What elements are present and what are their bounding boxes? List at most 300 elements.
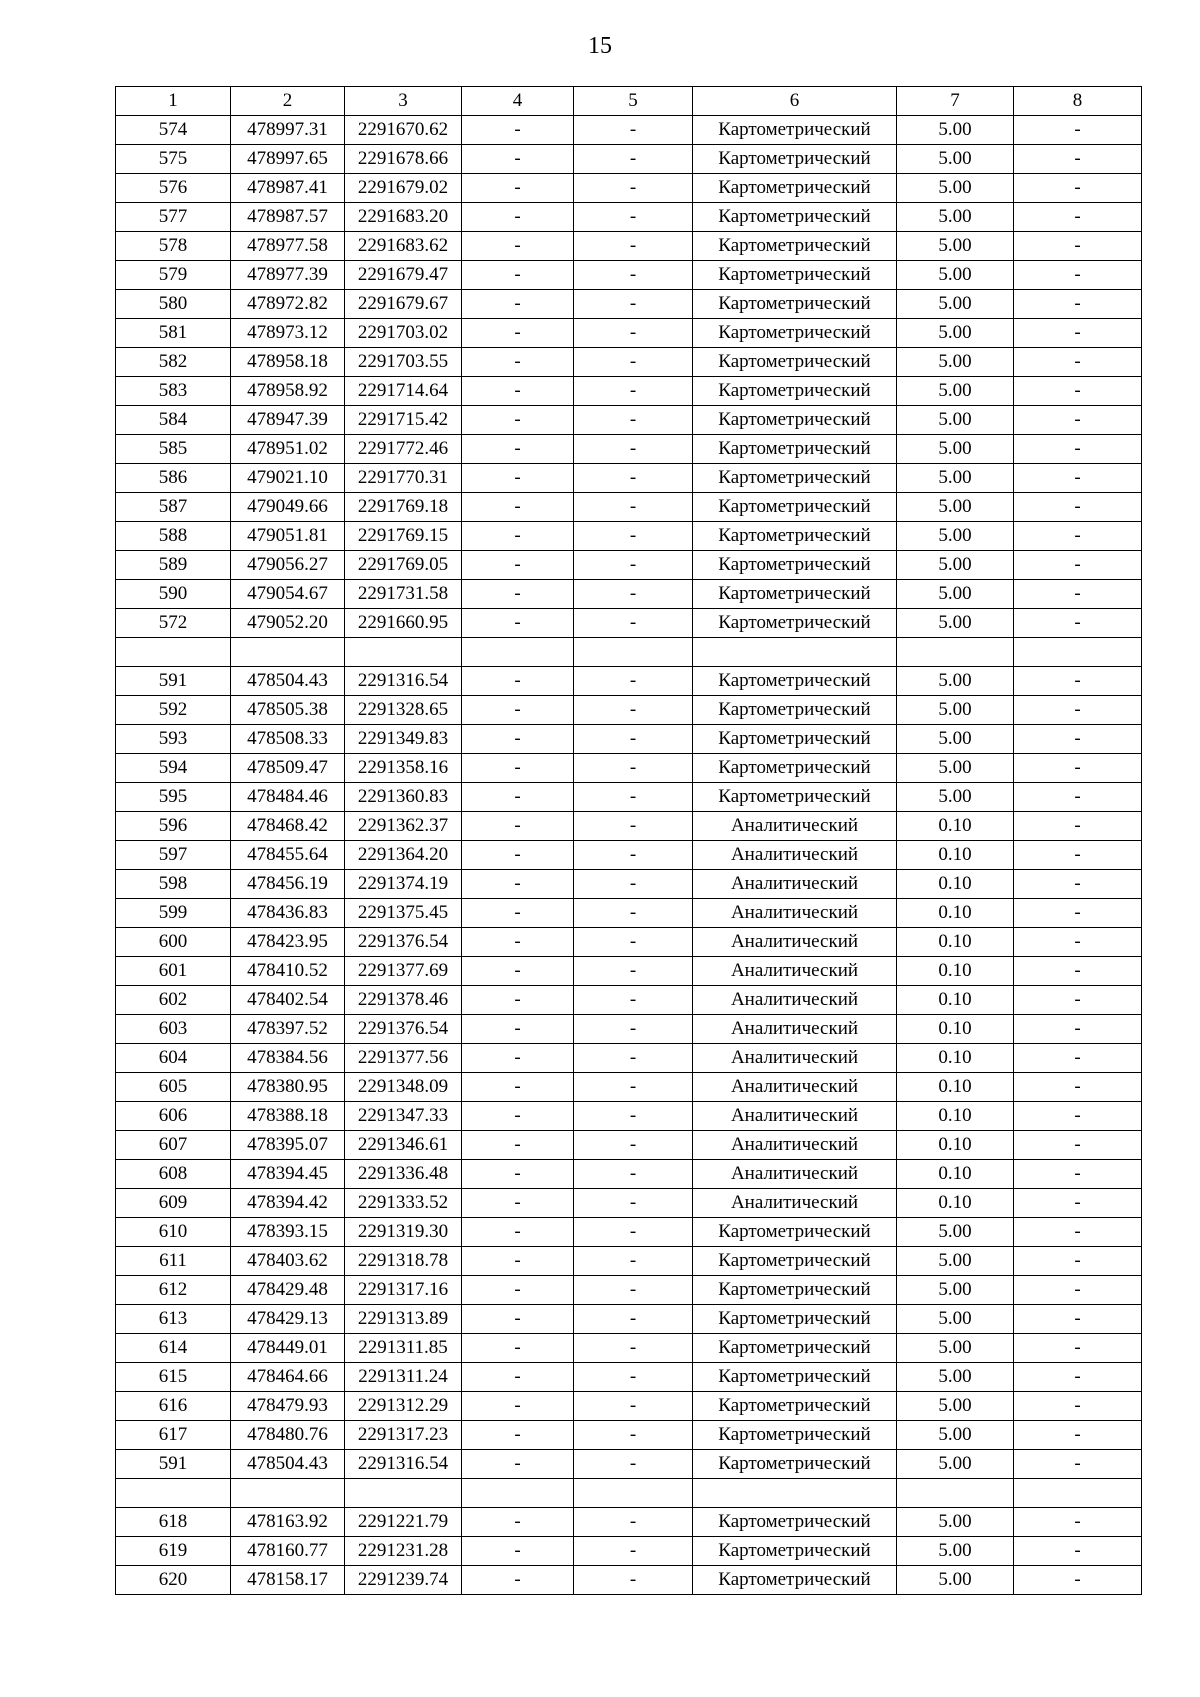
table-cell: Аналитический xyxy=(693,1102,897,1131)
table-cell: - xyxy=(462,1276,574,1305)
table-row xyxy=(116,899,1142,928)
table-cell: - xyxy=(462,319,574,348)
table-cell: 5.00 xyxy=(897,551,1014,580)
table-cell: Аналитический xyxy=(693,899,897,928)
table-row xyxy=(116,1247,1142,1276)
table-cell: - xyxy=(1014,1218,1142,1247)
table-cell: - xyxy=(574,1363,693,1392)
table-cell: - xyxy=(574,522,693,551)
table-cell: 0.10 xyxy=(897,986,1014,1015)
table-cell: 478160.77 xyxy=(231,1537,345,1566)
table-cell: - xyxy=(1014,754,1142,783)
table-cell: 5.00 xyxy=(897,319,1014,348)
table-cell: - xyxy=(462,1160,574,1189)
table-cell: 0.10 xyxy=(897,1044,1014,1073)
table-cell: - xyxy=(574,493,693,522)
table-cell: 478456.19 xyxy=(231,870,345,899)
table-cell: - xyxy=(1014,1508,1142,1537)
table-cell: 588 xyxy=(116,522,231,551)
column-header: 8 xyxy=(1014,87,1142,116)
table-cell: 586 xyxy=(116,464,231,493)
table-cell: - xyxy=(462,435,574,464)
table-cell: 577 xyxy=(116,203,231,232)
table-cell: - xyxy=(1014,1044,1142,1073)
table-row xyxy=(116,261,1142,290)
table-row xyxy=(116,1450,1142,1479)
table-cell: - xyxy=(1014,928,1142,957)
table-cell: - xyxy=(1014,1566,1142,1595)
table-cell: 479052.20 xyxy=(231,609,345,638)
table-cell: Аналитический xyxy=(693,870,897,899)
table-cell: 2291670.62 xyxy=(345,116,462,145)
table-cell: - xyxy=(1014,1450,1142,1479)
table-row xyxy=(116,1218,1142,1247)
table-cell: - xyxy=(462,1102,574,1131)
table-cell: - xyxy=(462,928,574,957)
table-cell: - xyxy=(574,551,693,580)
table-cell: - xyxy=(574,783,693,812)
table-cell: - xyxy=(1014,1073,1142,1102)
table-cell: - xyxy=(574,899,693,928)
table-cell: Картометрический xyxy=(693,580,897,609)
table-cell: Картометрический xyxy=(693,1450,897,1479)
table-cell: 578 xyxy=(116,232,231,261)
table-cell: 2291328.65 xyxy=(345,696,462,725)
table-cell: - xyxy=(574,1102,693,1131)
table-cell: 478504.43 xyxy=(231,1450,345,1479)
table-cell: 5.00 xyxy=(897,725,1014,754)
coordinates-table xyxy=(115,86,1142,1595)
table-cell: Картометрический xyxy=(693,435,897,464)
table-cell: Картометрический xyxy=(693,551,897,580)
table-cell: Картометрический xyxy=(693,1363,897,1392)
table-cell: - xyxy=(1014,174,1142,203)
table-cell: 0.10 xyxy=(897,1160,1014,1189)
table-cell: 5.00 xyxy=(897,1218,1014,1247)
table-cell: - xyxy=(462,1392,574,1421)
table-row xyxy=(116,1537,1142,1566)
table-cell: - xyxy=(462,1305,574,1334)
table-cell: - xyxy=(574,435,693,464)
table-cell: 2291346.61 xyxy=(345,1131,462,1160)
table-cell: - xyxy=(574,1450,693,1479)
table-cell: Аналитический xyxy=(693,841,897,870)
table-cell: 478977.58 xyxy=(231,232,345,261)
table-cell: - xyxy=(1014,290,1142,319)
table-cell xyxy=(231,1479,345,1508)
table-cell: - xyxy=(1014,696,1142,725)
table-cell: 609 xyxy=(116,1189,231,1218)
table-cell: 608 xyxy=(116,1160,231,1189)
table-cell: 478436.83 xyxy=(231,899,345,928)
table-cell: 620 xyxy=(116,1566,231,1595)
table-cell: - xyxy=(574,1421,693,1450)
table-cell: 478380.95 xyxy=(231,1073,345,1102)
table-cell xyxy=(116,638,231,667)
table-cell: - xyxy=(1014,1102,1142,1131)
table-cell: 0.10 xyxy=(897,1102,1014,1131)
table-cell: 0.10 xyxy=(897,1189,1014,1218)
table-cell: - xyxy=(574,1537,693,1566)
table-cell: - xyxy=(1014,203,1142,232)
table-cell: - xyxy=(574,1566,693,1595)
table-cell: - xyxy=(574,116,693,145)
table-cell: 478449.01 xyxy=(231,1334,345,1363)
table-cell: Картометрический xyxy=(693,609,897,638)
table-cell: 479021.10 xyxy=(231,464,345,493)
table-cell: Картометрический xyxy=(693,1218,897,1247)
table-cell: - xyxy=(462,667,574,696)
table-cell: - xyxy=(574,1276,693,1305)
table-cell: - xyxy=(462,1218,574,1247)
table-cell: 583 xyxy=(116,377,231,406)
table-cell: 2291333.52 xyxy=(345,1189,462,1218)
table-cell: Картометрический xyxy=(693,754,897,783)
table-cell: 5.00 xyxy=(897,145,1014,174)
table-cell: 2291360.83 xyxy=(345,783,462,812)
table-row xyxy=(116,870,1142,899)
table-cell: 591 xyxy=(116,1450,231,1479)
table-cell: - xyxy=(574,580,693,609)
table-row xyxy=(116,1160,1142,1189)
table-cell: 478480.76 xyxy=(231,1421,345,1450)
table-cell: - xyxy=(462,261,574,290)
table-cell: 478504.43 xyxy=(231,667,345,696)
table-cell: Аналитический xyxy=(693,1189,897,1218)
table-cell: - xyxy=(462,1566,574,1595)
table-row xyxy=(116,1189,1142,1218)
table-cell: 478429.48 xyxy=(231,1276,345,1305)
table-cell: 0.10 xyxy=(897,928,1014,957)
table-cell: 5.00 xyxy=(897,522,1014,551)
table-row xyxy=(116,493,1142,522)
table-cell: - xyxy=(574,1334,693,1363)
table-cell: - xyxy=(1014,1160,1142,1189)
table-cell: 478509.47 xyxy=(231,754,345,783)
table-cell: 5.00 xyxy=(897,1334,1014,1363)
column-header: 4 xyxy=(462,87,574,116)
table-cell: 5.00 xyxy=(897,261,1014,290)
table-cell: 0.10 xyxy=(897,957,1014,986)
table-cell: 2291679.02 xyxy=(345,174,462,203)
table-row xyxy=(116,1131,1142,1160)
table-cell: - xyxy=(574,174,693,203)
table-cell: 580 xyxy=(116,290,231,319)
table-cell: Картометрический xyxy=(693,232,897,261)
table-row xyxy=(116,406,1142,435)
table-cell: 478972.82 xyxy=(231,290,345,319)
table-row xyxy=(116,841,1142,870)
table-row xyxy=(116,783,1142,812)
table-cell: - xyxy=(1014,1421,1142,1450)
table-row xyxy=(116,928,1142,957)
column-header: 5 xyxy=(574,87,693,116)
table-row xyxy=(116,957,1142,986)
table-cell: - xyxy=(574,1073,693,1102)
table-cell: Аналитический xyxy=(693,1073,897,1102)
table-cell: - xyxy=(462,1537,574,1566)
table-cell: 5.00 xyxy=(897,1566,1014,1595)
table-cell: 2291348.09 xyxy=(345,1073,462,1102)
table-cell: Картометрический xyxy=(693,290,897,319)
table-cell: - xyxy=(462,116,574,145)
table-cell: Картометрический xyxy=(693,522,897,551)
table-cell: - xyxy=(462,1450,574,1479)
table-cell: 2291374.19 xyxy=(345,870,462,899)
table-cell: 478402.54 xyxy=(231,986,345,1015)
table-row xyxy=(116,522,1142,551)
table-cell xyxy=(693,638,897,667)
table-cell: 5.00 xyxy=(897,667,1014,696)
table-cell: 2291769.18 xyxy=(345,493,462,522)
table-row xyxy=(116,1566,1142,1595)
table-cell: 0.10 xyxy=(897,1131,1014,1160)
table-cell: 572 xyxy=(116,609,231,638)
table-cell xyxy=(1014,638,1142,667)
table-cell: - xyxy=(574,1392,693,1421)
table-cell: 478951.02 xyxy=(231,435,345,464)
table-cell: - xyxy=(574,1305,693,1334)
table-cell: 610 xyxy=(116,1218,231,1247)
table-cell: - xyxy=(574,609,693,638)
table-cell: Картометрический xyxy=(693,174,897,203)
table-cell: 2291221.79 xyxy=(345,1508,462,1537)
table-cell: - xyxy=(462,232,574,261)
table-cell: 2291336.48 xyxy=(345,1160,462,1189)
table-cell: 2291376.54 xyxy=(345,1015,462,1044)
table-separator-row xyxy=(116,1479,1142,1508)
table-cell: 5.00 xyxy=(897,1421,1014,1450)
table-cell: 606 xyxy=(116,1102,231,1131)
table-cell: 2291377.69 xyxy=(345,957,462,986)
table-cell: 478395.07 xyxy=(231,1131,345,1160)
table-cell: 2291770.31 xyxy=(345,464,462,493)
table-cell: Аналитический xyxy=(693,1160,897,1189)
table-cell: - xyxy=(1014,1363,1142,1392)
table-cell: Аналитический xyxy=(693,986,897,1015)
table-cell: 2291358.16 xyxy=(345,754,462,783)
table-cell: Картометрический xyxy=(693,1421,897,1450)
table-cell: - xyxy=(574,1131,693,1160)
table-cell: - xyxy=(1014,232,1142,261)
table-cell: - xyxy=(574,261,693,290)
table-cell: - xyxy=(574,1044,693,1073)
table-row xyxy=(116,348,1142,377)
table-row xyxy=(116,377,1142,406)
table-cell: 596 xyxy=(116,812,231,841)
table-cell: - xyxy=(462,551,574,580)
table-cell xyxy=(897,638,1014,667)
table-row xyxy=(116,1508,1142,1537)
table-row xyxy=(116,1073,1142,1102)
table-row xyxy=(116,232,1142,261)
table-cell: Картометрический xyxy=(693,1247,897,1276)
table-cell: - xyxy=(462,1044,574,1073)
table-cell: 2291769.05 xyxy=(345,551,462,580)
table-cell: 478505.38 xyxy=(231,696,345,725)
table-row xyxy=(116,609,1142,638)
table-cell: 2291703.02 xyxy=(345,319,462,348)
table-cell xyxy=(897,1479,1014,1508)
table-row xyxy=(116,203,1142,232)
table-cell: 478388.18 xyxy=(231,1102,345,1131)
table-cell: Картометрический xyxy=(693,1276,897,1305)
table-cell: - xyxy=(574,319,693,348)
table-cell: 2291731.58 xyxy=(345,580,462,609)
table-cell: Картометрический xyxy=(693,116,897,145)
table-row xyxy=(116,464,1142,493)
table-cell: - xyxy=(462,174,574,203)
table-row xyxy=(116,1305,1142,1334)
table-cell: 5.00 xyxy=(897,1508,1014,1537)
table-separator-row xyxy=(116,638,1142,667)
table-cell: 5.00 xyxy=(897,406,1014,435)
table-header-row xyxy=(116,87,1142,116)
table-cell: - xyxy=(574,957,693,986)
table-row xyxy=(116,116,1142,145)
table-cell: Картометрический xyxy=(693,1334,897,1363)
table-cell: - xyxy=(574,841,693,870)
table-cell: - xyxy=(574,928,693,957)
table-cell: - xyxy=(1014,551,1142,580)
table-cell: - xyxy=(462,493,574,522)
table-cell: 5.00 xyxy=(897,203,1014,232)
table-cell: - xyxy=(462,1247,574,1276)
table-cell xyxy=(462,1479,574,1508)
table-row xyxy=(116,174,1142,203)
table-cell: - xyxy=(574,725,693,754)
table-cell: - xyxy=(574,812,693,841)
table-cell: 616 xyxy=(116,1392,231,1421)
table-cell: 2291316.54 xyxy=(345,667,462,696)
table-cell: 584 xyxy=(116,406,231,435)
table-row xyxy=(116,551,1142,580)
table-cell: 478997.31 xyxy=(231,116,345,145)
table-cell: 582 xyxy=(116,348,231,377)
table-cell: Картометрический xyxy=(693,261,897,290)
table-cell: - xyxy=(1014,609,1142,638)
table-cell: 5.00 xyxy=(897,464,1014,493)
table-cell: 594 xyxy=(116,754,231,783)
table-cell: 0.10 xyxy=(897,899,1014,928)
table-cell: 478429.13 xyxy=(231,1305,345,1334)
table-row xyxy=(116,1421,1142,1450)
table-cell: 5.00 xyxy=(897,1450,1014,1479)
table-cell: 5.00 xyxy=(897,754,1014,783)
table-cell: - xyxy=(1014,406,1142,435)
table-cell: 579 xyxy=(116,261,231,290)
table-cell: - xyxy=(462,725,574,754)
table-cell: 575 xyxy=(116,145,231,174)
table-cell: 0.10 xyxy=(897,841,1014,870)
table-cell: 478393.15 xyxy=(231,1218,345,1247)
table-cell: 5.00 xyxy=(897,174,1014,203)
table-cell: 613 xyxy=(116,1305,231,1334)
table-cell: 478997.65 xyxy=(231,145,345,174)
table-cell: - xyxy=(462,1015,574,1044)
table-cell: 598 xyxy=(116,870,231,899)
table-cell: 478423.95 xyxy=(231,928,345,957)
table-cell: - xyxy=(574,1218,693,1247)
table-cell: 478958.18 xyxy=(231,348,345,377)
table-cell: - xyxy=(462,1131,574,1160)
table-cell: 478394.45 xyxy=(231,1160,345,1189)
column-header: 2 xyxy=(231,87,345,116)
table-cell: 5.00 xyxy=(897,696,1014,725)
table-cell: - xyxy=(1014,145,1142,174)
table-cell: 2291683.20 xyxy=(345,203,462,232)
table-cell: 0.10 xyxy=(897,1015,1014,1044)
table-cell: 618 xyxy=(116,1508,231,1537)
table-cell: 478947.39 xyxy=(231,406,345,435)
table-cell: 587 xyxy=(116,493,231,522)
table-cell: 5.00 xyxy=(897,435,1014,464)
table-cell: Аналитический xyxy=(693,957,897,986)
table-cell: Аналитический xyxy=(693,928,897,957)
table-cell: - xyxy=(462,957,574,986)
table-row xyxy=(116,1363,1142,1392)
table-cell: - xyxy=(1014,841,1142,870)
table-cell: - xyxy=(1014,1015,1142,1044)
table-cell: 600 xyxy=(116,928,231,957)
table-cell: 2291703.55 xyxy=(345,348,462,377)
table-cell: - xyxy=(462,812,574,841)
table-cell: 576 xyxy=(116,174,231,203)
table-cell: - xyxy=(1014,870,1142,899)
table-cell: 5.00 xyxy=(897,783,1014,812)
table-cell: 2291715.42 xyxy=(345,406,462,435)
table-cell: 574 xyxy=(116,116,231,145)
table-cell: 478987.41 xyxy=(231,174,345,203)
table-cell: 5.00 xyxy=(897,116,1014,145)
table-cell: - xyxy=(574,232,693,261)
table-cell: Аналитический xyxy=(693,1131,897,1160)
table-cell: Картометрический xyxy=(693,377,897,406)
column-header: 6 xyxy=(693,87,897,116)
table-cell: 595 xyxy=(116,783,231,812)
table-cell: 478403.62 xyxy=(231,1247,345,1276)
table-cell: 2291660.95 xyxy=(345,609,462,638)
table-cell: 591 xyxy=(116,667,231,696)
column-header: 7 xyxy=(897,87,1014,116)
column-header: 1 xyxy=(116,87,231,116)
table-cell: 592 xyxy=(116,696,231,725)
table-cell: 2291772.46 xyxy=(345,435,462,464)
table-cell: 478973.12 xyxy=(231,319,345,348)
table-cell: Картометрический xyxy=(693,1566,897,1595)
table-cell: 581 xyxy=(116,319,231,348)
table-cell: 611 xyxy=(116,1247,231,1276)
table-cell: 478977.39 xyxy=(231,261,345,290)
table-row xyxy=(116,145,1142,174)
table-cell: - xyxy=(574,667,693,696)
table-cell: 479054.67 xyxy=(231,580,345,609)
table-cell: Картометрический xyxy=(693,348,897,377)
page-number: 15 xyxy=(588,33,612,59)
table-cell: 2291714.64 xyxy=(345,377,462,406)
table-cell: - xyxy=(1014,377,1142,406)
table-cell: Картометрический xyxy=(693,406,897,435)
table-cell: 479056.27 xyxy=(231,551,345,580)
table-cell: Аналитический xyxy=(693,812,897,841)
table-cell: - xyxy=(574,377,693,406)
table-cell: - xyxy=(462,464,574,493)
table-cell: - xyxy=(1014,319,1142,348)
table-cell: - xyxy=(574,348,693,377)
table-cell: 604 xyxy=(116,1044,231,1073)
table-row xyxy=(116,290,1142,319)
table-cell: 5.00 xyxy=(897,232,1014,261)
